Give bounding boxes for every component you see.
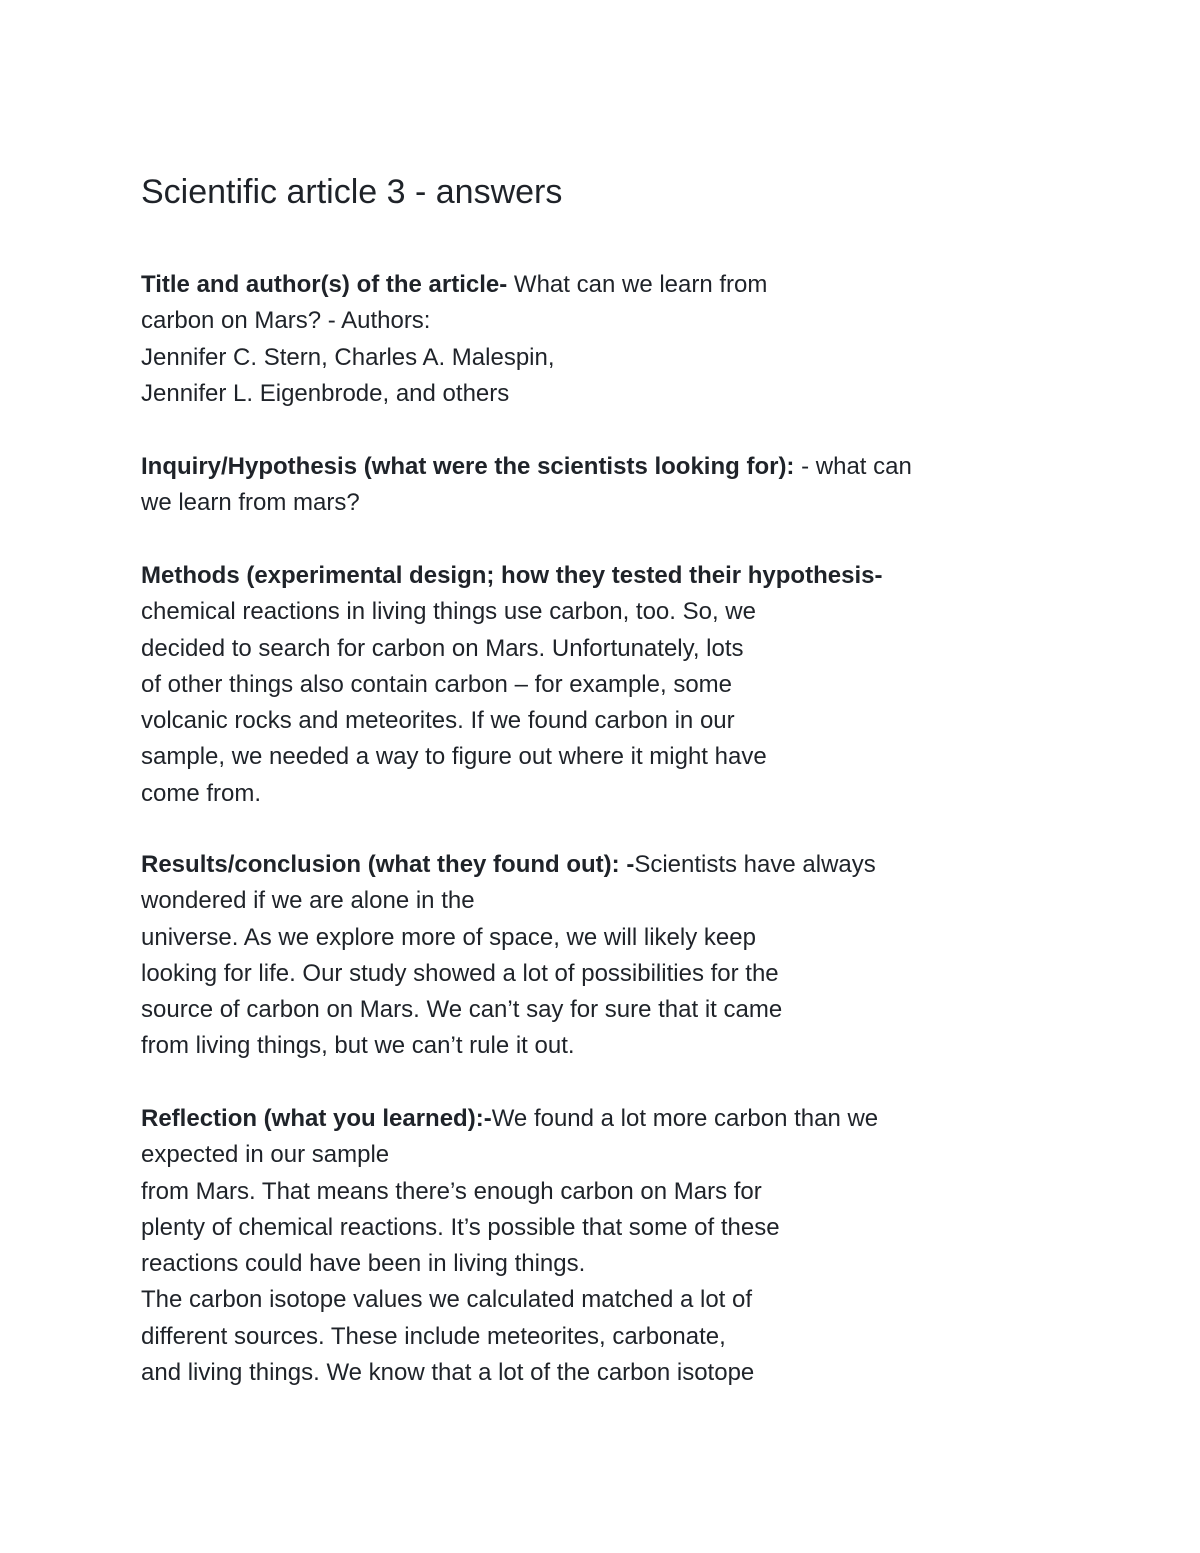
section-text: We found a lot more carbon than we xyxy=(491,1105,879,1132)
section-results xyxy=(141,847,1041,1065)
section-text: Scientists have always xyxy=(634,851,876,878)
text-line: Jennifer L. Eigenbrode, and others xyxy=(141,379,510,407)
text-line: of other things also contain carbon – for example, some xyxy=(141,670,732,698)
section-label: Methods (experimental design; how they tested their hypothesis- xyxy=(141,562,883,589)
text-line xyxy=(141,449,1041,485)
section-label: Title and author(s) of the article- xyxy=(141,271,508,298)
section-label: Reflection (what you learned):- xyxy=(141,1105,492,1132)
text-line: looking for life. Our study showed a lot of possibilities for the xyxy=(141,959,779,987)
text-line xyxy=(141,558,1041,594)
text-line: reactions could have been in living things. xyxy=(141,1250,586,1278)
text-line: plenty of chemical reactions. It’s possible that some of these xyxy=(141,1213,780,1241)
text-line: from Mars. That means there’s enough carbon on Mars for xyxy=(141,1177,762,1205)
text-line: come from. xyxy=(141,779,262,807)
text-line: wondered if we are alone in the xyxy=(141,887,475,915)
text-line: expected in our sample xyxy=(141,1141,390,1169)
text-line xyxy=(141,847,1041,883)
text-line: different sources. These include meteorites, carbonate, xyxy=(141,1322,726,1350)
section-text: What can we learn from xyxy=(507,271,768,298)
text-line: The carbon isotope values we calculated matched a lot of xyxy=(141,1286,753,1314)
section-label: Results/conclusion (what they found out): - xyxy=(141,851,635,878)
text-line: universe. As we explore more of space, we will likely keep xyxy=(141,923,756,951)
section-inquiry xyxy=(141,449,1041,522)
section-title-author xyxy=(141,267,1041,412)
text-line: from living things, but we can’t rule it out. xyxy=(141,1032,575,1060)
text-line: decided to search for carbon on Mars. Unfortunately, lots xyxy=(141,634,744,662)
section-reflection xyxy=(141,1101,1041,1391)
text-line xyxy=(141,1101,1041,1137)
section-label: Inquiry/Hypothesis (what were the scientists looking for): xyxy=(141,453,795,480)
text-line xyxy=(141,267,1041,303)
section-text: - what can xyxy=(794,453,912,480)
text-line: carbon on Mars? - Authors: xyxy=(141,307,431,335)
text-line: sample, we needed a way to figure out where it might have xyxy=(141,743,767,771)
document-title: Scientific article 3 - answers xyxy=(141,173,563,211)
text-line: we learn from mars? xyxy=(141,489,360,517)
text-line: volcanic rocks and meteorites. If we found carbon in our xyxy=(141,707,735,735)
section-methods xyxy=(141,558,1041,812)
text-line: Jennifer C. Stern, Charles A. Malespin, xyxy=(141,343,555,371)
text-line: and living things. We know that a lot of the carbon isotope xyxy=(141,1359,755,1387)
text-line: chemical reactions in living things use carbon, too. So, we xyxy=(141,598,756,626)
text-line: source of carbon on Mars. We can’t say for sure that it came xyxy=(141,996,783,1024)
